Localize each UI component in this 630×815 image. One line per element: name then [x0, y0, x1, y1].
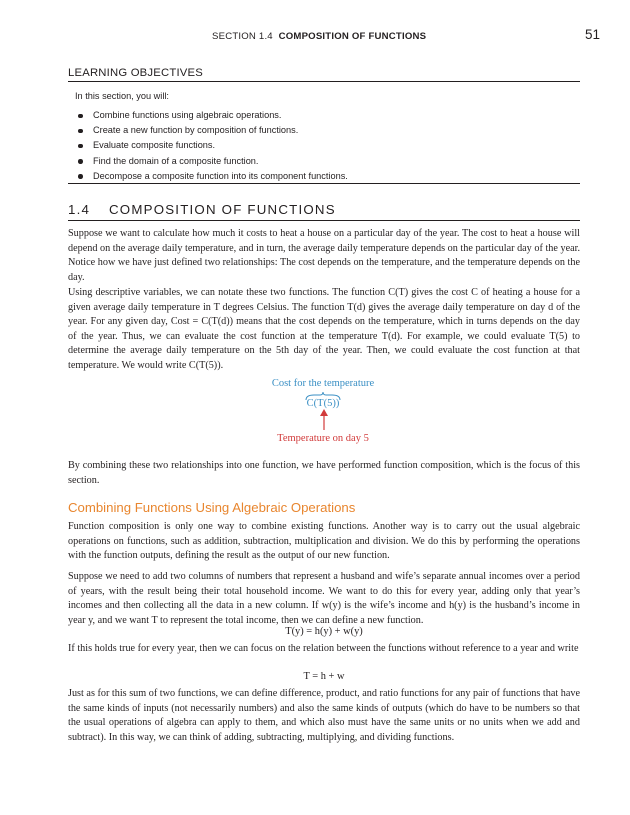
paragraph-descriptive-variables: Using descriptive variables, we can notate these two functions. The function C(T) gives the cost C of heating a house for a given average daily temperature in T degrees Celsius. The function T(d) gives the average daily temperature on day d of the year. For any given day, Cost = C(T(d)) means that the cost depends on the temperature, which in turns depends on the day of the year. Thus, we can evaluate the cost function at the temperature T(d). For example, we could evaluate T(5) to determine the average daily temperature on the 5th day of the year. Then, we could evaluate the cost function at that temperature. We would write C(T(5)).: [68, 287, 580, 371]
learning-objectives-box: [68, 91, 580, 184]
paragraph-every-year: If this holds true for every year, then we can focus on the relation between the functions without reference to a year and write: [68, 643, 579, 654]
learning-objectives-heading: LEARNING OBJECTIVES: [68, 67, 580, 82]
running-head-section: SECTION 1.4: [212, 31, 273, 42]
learning-objectives-list: [68, 108, 348, 184]
diagram-bottom-label: Temperature on day 5: [277, 433, 369, 444]
paragraph-income-example: Suppose we need to add two columns of numbers that represent a husband and wife’s separate annual incomes over a period of years, with the result being their total household income. We want to do this for every year, adding only that year’s incomes and then collecting all the data in a new column. If w(y) is the wife’s income and h(y) is the husband’s income in year y, and we want T to represent the total income, then we can define a new function.: [68, 571, 580, 626]
objective-item: Find the domain of a composite function.: [68, 154, 348, 169]
section-heading: [68, 202, 580, 221]
paragraph-composition-focus: By combining these two relationships into one function, we have performed function composition, which is the focus of this section.: [68, 460, 580, 486]
paragraph-intro: Suppose we want to calculate how much it costs to heat a house on a particular day of the year. The cost to heat a house will depend on the average daily temperature, and in turn, the average daily temperature depends on the particular day of the year. Notice how we have just defined two relationships: The cost depends on the temperature, and the temperature depends on the day.: [68, 228, 580, 283]
objective-item: Create a new function by composition of functions.: [68, 123, 348, 138]
subsection-heading: Combining Functions Using Algebraic Operations: [68, 500, 356, 515]
composition-diagram: [228, 378, 418, 448]
paragraph-operations-on-functions: Just as for this sum of two functions, we can define difference, product, and ratio functions for any pair of functions that have the same kinds of inputs (not necessarily numbers) and also the same kinds of outputs (which do have to be numbers so that the usual operations of algebra can apply to them, and which also must have the same units or no units when we add and subtract). In this way, we can think of adding, subtracting, multiplying, and dividing functions.: [68, 688, 580, 743]
running-head-title: COMPOSITION OF FUNCTIONS: [278, 31, 427, 42]
running-head: [212, 31, 592, 42]
diagram-expression: C(T(5)): [306, 398, 340, 409]
diagram-top-label: Cost for the temperature: [271, 378, 375, 389]
learning-objectives-intro: In this section, you will:: [75, 91, 169, 101]
page-number: 51: [584, 27, 600, 42]
section-number: 1.4: [68, 202, 91, 217]
equation-total-income: T(y) = h(y) + w(y): [285, 626, 363, 637]
arrow-head: [320, 409, 328, 416]
paragraph-algebraic-operations: Function composition is only one way to combine existing functions. Another way is to carry out the usual algebraic operations on functions, such as addition, subtraction, multiplication and division. We do this by performing the operations with the function outputs, defining the result as the output of our new function.: [68, 521, 580, 562]
equation-sum-functions: T = h + w: [303, 671, 345, 682]
section-title: COMPOSITION OF FUNCTIONS: [109, 202, 336, 217]
objective-item: Evaluate composite functions.: [68, 138, 348, 153]
objective-item: Decompose a composite function into its component functions.: [68, 169, 348, 184]
objective-item: Combine functions using algebraic operations.: [68, 108, 348, 123]
